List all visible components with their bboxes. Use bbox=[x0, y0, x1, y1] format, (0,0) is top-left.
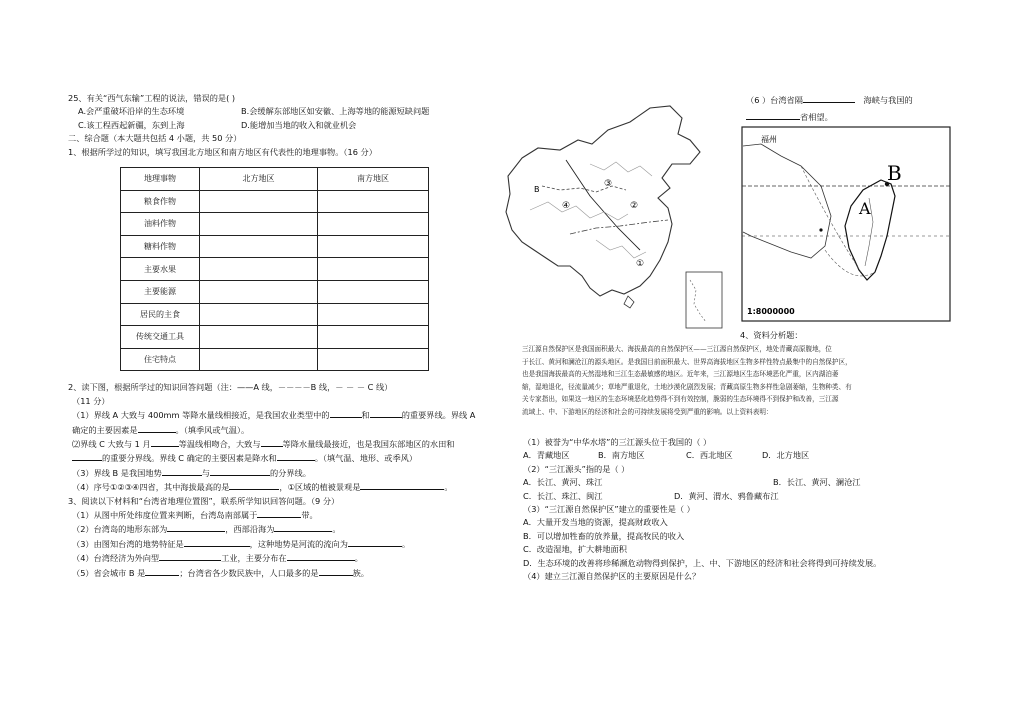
q6-text: （6 ）台湾省隔 bbox=[746, 95, 803, 105]
q2-sub2-text: 等温线相吻合，大致与 bbox=[178, 439, 261, 449]
q25-option-d: D.能增加当地的收入和就业机会 bbox=[241, 119, 357, 130]
blank[interactable] bbox=[72, 451, 102, 461]
q3-sub2-text: （2）台湾岛的地形东部为 bbox=[72, 524, 168, 535]
q6-text: 海峡与我国的 bbox=[863, 95, 913, 105]
table-header-cell: 北方地区 bbox=[200, 168, 318, 191]
answer-cell-south[interactable] bbox=[318, 348, 429, 371]
table-row bbox=[121, 213, 429, 236]
q25-option-b: B.会缓解东部地区如安徽、上海等地的能源短缺问题 bbox=[241, 106, 430, 117]
blank[interactable] bbox=[151, 437, 179, 447]
section-heading: 二、综合题（本大题共包括 4 小题，共 50 分） bbox=[68, 133, 242, 144]
passage-line: 于长江、黄河和澜沧江的源头地区。是我国目前面积最大、世界高海拔地区生物多样性特点最集中的自然保护区， bbox=[522, 357, 852, 366]
q2-stem: 2、读下图，根据所学过的知识回答问题（注：——A 线，－－－－B 线，－ － － C 线） bbox=[68, 382, 393, 393]
blank[interactable] bbox=[360, 480, 444, 490]
blank[interactable] bbox=[348, 537, 402, 547]
row-label: 居民的主食 bbox=[121, 303, 200, 326]
q25-option-c: C.该工程西起新疆，东到上海 bbox=[78, 119, 185, 130]
q3-sub3-text: ，这种地势是河流的流向为 bbox=[249, 538, 348, 549]
rq3-option-a[interactable]: A．大量开发当地的资源，提高财政收入 bbox=[523, 517, 668, 528]
q2-score: （11 分） bbox=[72, 395, 110, 406]
rq2-option-b[interactable]: B．长江、黄河、澜沧江 bbox=[773, 477, 861, 488]
rq3-option-d[interactable]: D．生态环境的改善将珍稀濒危动物得到保护，上、中、下游地区的经济和社会将得到可持续发展。 bbox=[523, 557, 882, 568]
row-label: 粮食作物 bbox=[121, 190, 200, 213]
q2-sub1-text: （1）界线 A 大致与 400mm 等降水量线相接近，是我国农业类型中的 bbox=[72, 410, 330, 421]
q3-sub4-text: 工业，主要分布在 bbox=[221, 553, 287, 564]
q3-sub3 bbox=[68, 537, 488, 551]
q25-options-ab bbox=[68, 105, 488, 118]
map-label-3: ③ bbox=[604, 179, 613, 189]
map-scale: 1:8000000 bbox=[747, 307, 795, 316]
geography-table bbox=[120, 167, 429, 371]
blank[interactable] bbox=[257, 508, 301, 518]
mainland-coast bbox=[743, 144, 831, 258]
q2-sub4-text: （4）序号①②③④四省，其中海拔最高的是 bbox=[72, 482, 230, 493]
q25-options-cd bbox=[68, 119, 488, 132]
q3-sub5-text: ；台湾省各少数民族中，人口最多的是 bbox=[179, 567, 319, 578]
q2-sub3 bbox=[68, 466, 488, 480]
blank[interactable] bbox=[746, 110, 800, 120]
q4-label: 4、资料分析题： bbox=[740, 330, 803, 340]
blank[interactable] bbox=[319, 566, 353, 576]
q3-sub3-text: （3）由图知台湾的地势特征是 bbox=[72, 538, 184, 549]
q2-sub2-text: 的重要分界线。界线 C 确定的主要因素是降水和 bbox=[102, 453, 277, 464]
answer-cell-north[interactable] bbox=[200, 235, 318, 258]
q2-sub1-text: 。（填季风或气温）。 bbox=[175, 424, 250, 435]
blank[interactable] bbox=[138, 423, 176, 433]
q3-sub1-text: 带。 bbox=[301, 510, 318, 521]
passage-line: 缩，湿地退化，径流量减少；草地严重退化，土地沙漠化剧烈发展；青藏高原生物多样性急剧萎缩，生物种类、有 bbox=[522, 382, 852, 391]
table-header-cell: 地理事物 bbox=[121, 168, 200, 191]
map-label-4: ④ bbox=[562, 201, 571, 211]
table-row bbox=[121, 281, 429, 304]
q3-sub4-text: （4）台湾经济为外向型 bbox=[72, 553, 160, 564]
city-dot bbox=[819, 228, 822, 231]
q2-sub1-cont bbox=[68, 423, 488, 437]
blank[interactable] bbox=[159, 551, 221, 561]
q2-sub3-text: （3）界线 B 是我国地势 bbox=[72, 467, 162, 478]
q1-stem: 1、根据所学过的知识，填写我国北方地区和南方地区有代表性的地理事物。（16 分） bbox=[68, 146, 377, 157]
passage-line: 关专家指出，如果这一地区的生态环境恶化趋势得不到有效控制，脆弱的生态环境得不到保护和改善，三江源 bbox=[522, 395, 839, 403]
q3-sub5 bbox=[68, 566, 488, 580]
rq2-options-ab bbox=[523, 476, 963, 489]
rq2-option-d[interactable]: D．黄河、渭水、鸦鲁藏布江 bbox=[674, 490, 779, 501]
map-label-2: ② bbox=[630, 201, 639, 211]
answer-cell-north[interactable] bbox=[200, 258, 318, 281]
q2-sub1-text: 确定的主要因素是 bbox=[72, 424, 138, 435]
rq1-option-c[interactable]: C．西北地区 bbox=[686, 450, 733, 461]
blank[interactable] bbox=[167, 522, 225, 532]
line-a bbox=[566, 160, 640, 250]
table-row bbox=[121, 326, 429, 349]
q3-sub1 bbox=[68, 508, 488, 522]
rq3-option-b[interactable]: B．可以增加牲畜的放养量，提高牧民的收入 bbox=[523, 530, 685, 541]
q6-line2 bbox=[746, 109, 956, 126]
q3-sub4-text: 。 bbox=[354, 553, 363, 564]
row-label: 传统交通工具 bbox=[121, 326, 200, 349]
q2-sub2 bbox=[68, 437, 488, 451]
q3-sub3-text: 。 bbox=[401, 538, 411, 549]
answer-cell-north[interactable] bbox=[200, 190, 318, 213]
blank[interactable] bbox=[210, 466, 270, 476]
blank[interactable] bbox=[145, 566, 179, 576]
q3-sub2-text: ，西部沿海为 bbox=[225, 524, 275, 535]
answer-cell-south[interactable] bbox=[318, 303, 429, 326]
q6-line1 bbox=[746, 92, 956, 109]
q2-sub2-text: 等降水量线最接近，也是我国东部地区的水田和 bbox=[282, 439, 455, 449]
answer-cell-north[interactable] bbox=[200, 348, 318, 371]
line-c bbox=[570, 220, 668, 234]
q2-sub4-text: ，①区域的植被景观是 bbox=[279, 482, 361, 493]
q2-sub4 bbox=[68, 480, 488, 494]
reading-passage bbox=[522, 343, 950, 418]
rq3-option-c[interactable]: C．改造湿地，扩大耕地面积 bbox=[523, 544, 627, 555]
q25-stem: 25、有关“西气东输”工程的说法，错误的是( ) bbox=[68, 93, 236, 103]
answer-cell-south[interactable] bbox=[318, 326, 429, 349]
q2-sub2-text: 。（填气温、地形、或季风） bbox=[314, 453, 418, 464]
map-label-b: B bbox=[887, 161, 902, 185]
answer-cell-north[interactable] bbox=[200, 281, 318, 304]
q2-sub3-text: 的分界线。 bbox=[269, 467, 311, 478]
passage-line: 也是我国海拔最高的天然湿地和三江生态最敏感的地区。近年来，三江源地区生态环境恶化严重，区内湖泊萎 bbox=[522, 370, 839, 378]
answer-cell-south[interactable] bbox=[318, 258, 429, 281]
taiwan-map bbox=[741, 126, 951, 322]
map-label-a: A bbox=[859, 199, 871, 218]
table-header-row bbox=[121, 168, 429, 191]
answer-cell-south[interactable] bbox=[318, 235, 429, 258]
blank[interactable] bbox=[274, 522, 332, 532]
table-row bbox=[121, 235, 429, 258]
left-column bbox=[68, 92, 488, 580]
blank[interactable] bbox=[370, 408, 402, 418]
q2-sub4-text: 。 bbox=[444, 482, 453, 493]
route-line bbox=[801, 166, 861, 272]
answer-cell-south[interactable] bbox=[318, 213, 429, 236]
rq1-option-b[interactable]: B．南方地区 bbox=[598, 450, 645, 461]
internal-borders bbox=[590, 162, 652, 176]
blank[interactable] bbox=[287, 551, 355, 561]
blank[interactable] bbox=[277, 451, 315, 461]
blank[interactable] bbox=[803, 93, 855, 103]
table-row bbox=[121, 303, 429, 326]
q3-sub2 bbox=[68, 522, 488, 536]
map-label-1: ① bbox=[636, 259, 645, 269]
q3-sub4 bbox=[68, 551, 488, 565]
hainan-island bbox=[624, 296, 634, 308]
answer-cell-south[interactable] bbox=[318, 190, 429, 213]
q3-sub1-text: （1）从图中所处纬度位置来判断，台湾岛南部属于 bbox=[72, 510, 258, 521]
row-label: 糖料作物 bbox=[121, 235, 200, 258]
answer-cell-north[interactable] bbox=[200, 213, 318, 236]
internal-borders bbox=[530, 202, 628, 220]
blank[interactable] bbox=[229, 480, 279, 490]
blank[interactable] bbox=[330, 408, 362, 418]
map-label-b: B bbox=[534, 185, 540, 194]
rq3-stem: （3）“三江源自然保护区”建立的重要性是（ ） bbox=[523, 504, 695, 515]
q6-block bbox=[746, 92, 956, 126]
china-outline bbox=[506, 106, 700, 296]
rq4-stem: （4）建立三江源自然保护区的主要原因是什么？ bbox=[523, 571, 701, 582]
inset-coast bbox=[690, 280, 706, 322]
q2-sub3-text: 与 bbox=[201, 467, 210, 478]
rq2-option-c[interactable]: C．长江、珠江、闽江 bbox=[523, 490, 603, 501]
answer-cell-north[interactable] bbox=[200, 303, 318, 326]
row-label: 主要水果 bbox=[121, 258, 200, 281]
china-map bbox=[500, 100, 730, 332]
answer-cell-north[interactable] bbox=[200, 326, 318, 349]
answer-cell-south[interactable] bbox=[318, 281, 429, 304]
map-label-fuzhou: 福州 bbox=[761, 135, 777, 144]
rq2-option-a[interactable]: A．长江、黄河、珠江 bbox=[523, 477, 603, 488]
right-questions bbox=[523, 436, 963, 583]
row-label: 住宅特点 bbox=[121, 348, 200, 371]
table-row bbox=[121, 258, 429, 281]
taiwan-outline bbox=[845, 180, 895, 280]
q3-sub5-text: 族。 bbox=[352, 567, 369, 578]
row-label: 主要能源 bbox=[121, 281, 200, 304]
q2-sub1-text: 的重要界线。界线 A bbox=[401, 410, 476, 421]
row-label: 油料作物 bbox=[121, 213, 200, 236]
q6-text: 省相望。 bbox=[800, 112, 833, 122]
rq1-stem: （1）被誉为“中华水塔”的三江源头位于我国的（ ） bbox=[523, 437, 712, 447]
passage-line: 流域上、中、下游地区的经济和社会的可持续发展将受到严重的影响。以上资料表明： bbox=[522, 407, 773, 416]
q2-sub2-cont bbox=[68, 451, 488, 465]
rq2-stem: （2）“三江源头”指的是（ ） bbox=[523, 463, 630, 474]
passage-line: 三江源自然保护区是我国面积最大、海拔最高的自然保护区——三江源自然保护区，地处青藏高原腹地，位 bbox=[522, 345, 832, 353]
q2-sub1 bbox=[68, 408, 488, 422]
q3-sub5-text: （5）省会城市 B 是 bbox=[72, 567, 146, 578]
blank[interactable] bbox=[261, 437, 283, 447]
rq1-option-d[interactable]: D．北方地区 bbox=[762, 450, 810, 461]
blank[interactable] bbox=[162, 466, 202, 476]
q25-option-a: A.会严重破坏沿岸的生态环境 bbox=[78, 106, 185, 117]
table-row bbox=[121, 348, 429, 371]
table-header-cell: 南方地区 bbox=[318, 168, 429, 191]
blank[interactable] bbox=[184, 537, 250, 547]
table-row bbox=[121, 190, 429, 213]
q3-stem: 3、阅读以下材料和“台湾省地理位置图”，联系所学知识回答问题。（9 分） bbox=[68, 495, 340, 506]
rq2-options-cd bbox=[523, 490, 963, 503]
q2-sub2-text: ⑵界线 C 大致与 1 月 bbox=[72, 439, 151, 449]
q2-sub1-text: 和 bbox=[361, 410, 370, 421]
rq1-options bbox=[523, 449, 963, 462]
rq1-option-a[interactable]: A．青藏地区 bbox=[523, 450, 570, 461]
q3-sub2-text: 。 bbox=[332, 524, 341, 535]
